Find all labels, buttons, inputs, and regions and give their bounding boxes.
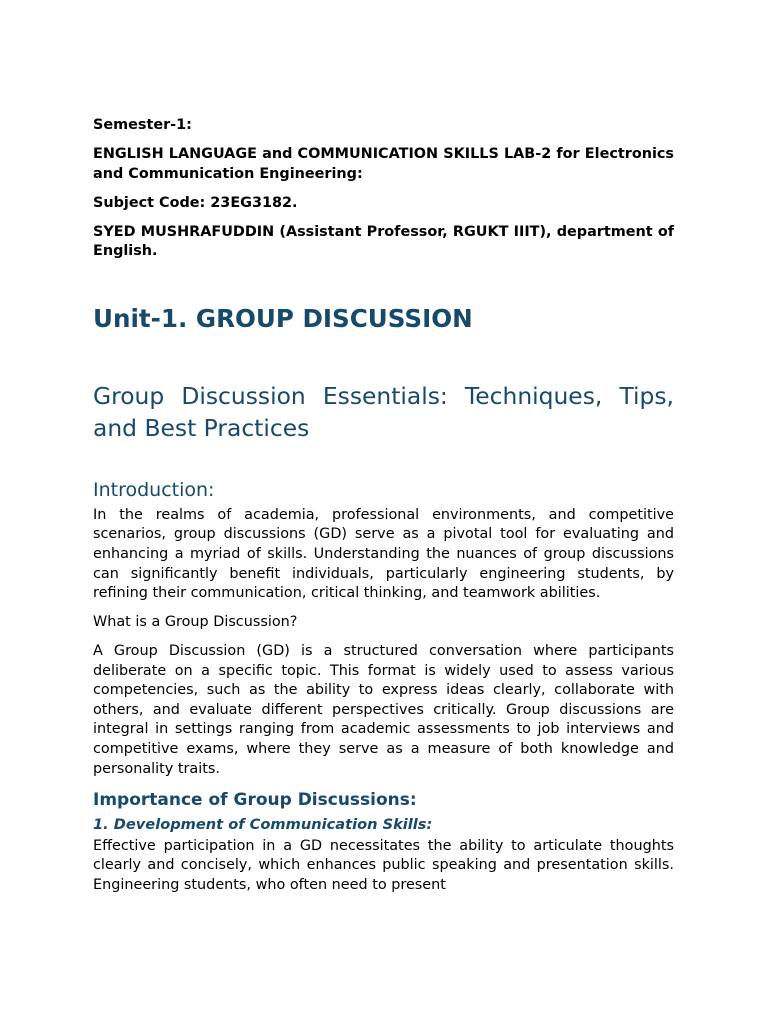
communication-skills-paragraph: Effective participation in a GD necessitates the ability to articulate thoughts clearly and concisely, which enhances public speaking and presentation skills. Engineering students, who often need to present xyxy=(93,837,674,893)
course-title: ENGLISH LANGUAGE and COMMUNICATION SKILLS LAB-2 for Electronics and Communication Engineering: xyxy=(93,145,674,182)
introduction-heading: Introduction: xyxy=(93,478,215,501)
subject-code: Subject Code: 23EG3182. xyxy=(93,194,298,211)
author-line: SYED MUSHRAFUDDIN (Assistant Professor, RGUKT IIIT), department of English. xyxy=(93,223,674,260)
what-is-question: What is a Group Discussion? xyxy=(93,614,298,631)
importance-heading: Importance of Group Discussions: xyxy=(93,789,417,810)
what-is-paragraph: A Group Discussion (GD) is a structured conversation where participants deliberate on a specific topic. This format is widely used to assess various competencies, such as the ability to express ideas clearly, collaborate with others, and evaluate different perspectives critically. Group discussions are integral in settings ranging from academic assessments to job interviews and competitive exams, where they serve as a measure of both knowledge and personality traits. xyxy=(93,643,674,777)
main-title: Group Discussion Essentials: Techniques, Tips, and Best Practices xyxy=(93,381,674,442)
unit-title: Unit-1. GROUP DISCUSSION xyxy=(93,303,473,333)
communication-skills-subheading: 1. Development of Communication Skills: xyxy=(93,815,433,833)
document-content xyxy=(93,116,674,905)
introduction-paragraph: In the realms of academia, professional environments, and competitive scenarios, group discussions (GD) serve as a pivotal tool for evaluating and enhancing a myriad of skills. Understanding the nuances of group discussions can significantly benefit individuals, particularly engineering students, by refining their communication, critical thinking, and teamwork abilities. xyxy=(93,506,674,602)
semester-label: Semester-1: xyxy=(93,117,192,133)
